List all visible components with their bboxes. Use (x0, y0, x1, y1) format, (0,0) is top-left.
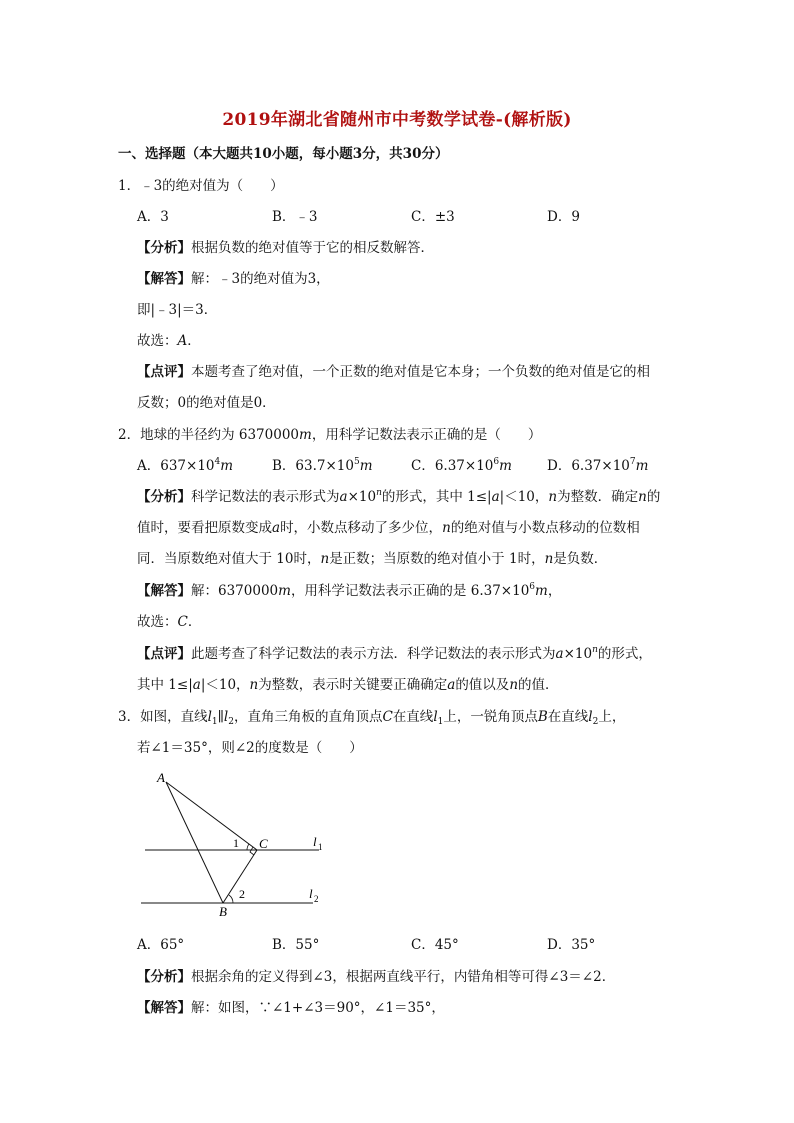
label-l2-sub: 2 (314, 894, 319, 904)
choice-b-exp: 5 (353, 457, 360, 467)
stem-text-end: ，用科学记数法表示正确的是（ ） (311, 427, 542, 443)
label-angle-1: 1 (233, 836, 239, 850)
stem-text: 3．如图，直线 (118, 709, 208, 725)
choice-a: A．65° (137, 937, 185, 953)
geometry-figure (137, 770, 337, 920)
question-2-analysis-line3 (137, 550, 607, 568)
var-n: n (544, 551, 554, 567)
comment-text: |＜10， (200, 677, 250, 693)
choice-a (137, 457, 233, 475)
analysis-text: |＜10， (499, 489, 549, 505)
stem-text: 上， (598, 709, 626, 725)
analysis-text: 为整数．确定 (557, 489, 639, 505)
question-3-stem (118, 708, 625, 726)
analysis-text: 时，小数点移动了多少位， (280, 520, 443, 536)
answer-tag: 【解答】 (137, 271, 191, 287)
question-3-analysis (137, 968, 615, 986)
stem-text: 在直线 (392, 709, 434, 725)
question-3-stem-line2: 若∠1＝35°，则∠2的度数是（ ） (137, 740, 363, 756)
unit-m: m (278, 583, 291, 599)
question-1-comment (137, 363, 650, 381)
question-1-answer-line2: 即|﹣3|＝3． (137, 302, 218, 318)
sub-1: 1 (211, 717, 218, 727)
sub-2: 2 (228, 717, 234, 727)
choice-c-unit: m (499, 458, 512, 474)
analysis-text: 的形式，其中 1≤| (381, 489, 492, 505)
comment-text: 此题考查了科学记数法的表示方法．科学记数法的表示形式为 (191, 646, 556, 662)
sub-1: 1 (437, 717, 444, 727)
choice-c: C．45° (411, 937, 459, 953)
label-angle-2: 2 (239, 887, 245, 901)
question-3-answer (137, 999, 445, 1017)
comment-text: 的形式， (597, 646, 652, 662)
analysis-tag: 【分析】 (137, 969, 191, 985)
choice-c: C．±3 (411, 209, 455, 225)
answer-text: ， (547, 583, 562, 599)
analysis-text: 是负数． (553, 551, 608, 567)
var-a: a (447, 677, 456, 693)
var-n: n (249, 677, 259, 693)
question-2-analysis (137, 488, 660, 506)
segment-ac (166, 782, 257, 850)
question-2-stem (118, 426, 541, 444)
label-l2: l (309, 886, 313, 901)
var-a: a (339, 489, 348, 505)
angle-1-arc (247, 844, 249, 850)
choice-d (547, 457, 648, 475)
select-end: ． (187, 333, 201, 349)
choice-d-exp: 7 (629, 457, 636, 467)
analysis-text: ×10 (347, 489, 377, 505)
select-end: ． (187, 614, 202, 630)
label-l1: l (313, 834, 317, 849)
var-a: a (491, 489, 500, 505)
comment-tag: 【点评】 (137, 646, 191, 662)
var-l: l (588, 709, 593, 725)
stem-text: ，直角三角板的直角顶点 (233, 709, 383, 725)
comment-text: 为整数，表示时关键要正确确定 (258, 677, 448, 693)
comment-text: 本题考查了绝对值，一个正数的绝对值是它本身；一个负数的绝对值是它的相 (191, 364, 650, 380)
choice-b-unit: m (359, 458, 373, 474)
choice-b-text: B．63.7×10 (272, 458, 354, 474)
question-2-answer (137, 582, 561, 600)
analysis-text: 值时，要看把原数变成 (137, 520, 272, 536)
comment-text: 的值以及 (455, 677, 510, 693)
sub-2: 2 (592, 717, 599, 727)
var-l: l (207, 709, 212, 725)
var-n: n (509, 677, 519, 693)
analysis-text: 根据负数的绝对值等于它的相反数解答． (191, 240, 434, 256)
var-b: B (537, 709, 548, 725)
question-2-select (137, 613, 201, 631)
comment-text: 的值． (518, 677, 559, 693)
answer-text: 解：﹣3的绝对值为3， (191, 271, 330, 287)
var-l: l (223, 709, 229, 725)
var-a: a (192, 677, 201, 693)
var-l: l (433, 709, 438, 725)
choice-a-exp: 4 (214, 457, 221, 467)
stem-text: 上，一锐角顶点 (443, 709, 538, 725)
answer-tag: 【解答】 (137, 1000, 191, 1016)
angle-2-arc (229, 895, 233, 903)
question-1-answer (137, 270, 330, 288)
label-l1-sub: 1 (318, 842, 323, 852)
analysis-text: 的绝对值与小数点移动的位数相 (450, 520, 640, 536)
var-n: n (442, 520, 451, 536)
answer-exp: 6 (529, 582, 536, 592)
analysis-text: 科学记数法的表示形式为 (191, 489, 340, 505)
page-title: 2019年湖北省随州市中考数学试卷-(解析版) (222, 110, 572, 130)
label-a: A (157, 770, 165, 785)
answer-text: 解：6370000 (191, 583, 279, 599)
var-n: n (320, 551, 330, 567)
question-1-comment-line2: 反数；0的绝对值是0． (137, 395, 276, 411)
label-b: B (219, 904, 227, 919)
comment-text: 其中 1≤| (137, 677, 193, 693)
var-n: n (548, 489, 558, 505)
answer-text: 解：如图，∵∠1+∠3＝90°，∠1＝35°， (191, 1000, 445, 1016)
var-n: n (592, 645, 598, 655)
select-label: 故选： (137, 333, 178, 349)
comment-tag: 【点评】 (137, 364, 191, 380)
question-1-stem: 1．﹣3的绝对值为（ ） (118, 178, 284, 194)
question-2-analysis-line2 (137, 519, 640, 537)
answer-text: ，用科学记数法表示正确的是 6.37×10 (290, 583, 530, 599)
choice-a: A．3 (137, 209, 169, 225)
choice-b: B．55° (272, 937, 320, 953)
question-2-comment-line2 (137, 676, 559, 694)
stem-text: 2．地球的半径约为 6370000 (118, 427, 300, 443)
analysis-tag: 【分析】 (137, 489, 191, 505)
right-angle-mark (250, 847, 254, 855)
choice-d-text: D．6.37×10 (547, 458, 630, 474)
select-letter: A (177, 333, 188, 349)
comment-text: ×10 (563, 646, 593, 662)
select-letter: C (177, 614, 188, 630)
var-n: n (376, 488, 382, 498)
label-c: C (259, 836, 268, 851)
stem-text: 在直线 (547, 709, 589, 725)
var-n: n (638, 489, 647, 505)
select-label: 故选： (137, 614, 178, 630)
analysis-text: 根据余角的定义得到∠3，根据两直线平行，内错角相等可得∠3＝∠2． (191, 969, 616, 985)
parallel-symbol: ∥ (217, 709, 224, 725)
question-1-analysis (137, 239, 434, 257)
choice-d: D．35° (547, 937, 596, 953)
question-2-comment (137, 645, 652, 663)
analysis-tag: 【分析】 (137, 240, 191, 256)
choice-d: D．9 (547, 209, 580, 225)
analysis-text: 是正数；当原数的绝对值小于 1时， (329, 551, 545, 567)
section-heading: 一、选择题（本大题共10小题，每小题3分，共30分） (118, 146, 449, 162)
choice-c (411, 457, 512, 475)
analysis-text: 的 (646, 489, 661, 505)
choice-a-unit: m (220, 458, 234, 474)
choice-c-text: C．6.37×10 (411, 458, 494, 474)
var-a: a (272, 520, 281, 536)
unit-m: m (535, 583, 548, 599)
var-a: a (555, 646, 564, 662)
choice-b: B．﹣3 (272, 209, 318, 225)
choice-b (272, 457, 373, 475)
answer-tag: 【解答】 (137, 583, 191, 599)
unit-m: m (299, 427, 312, 443)
question-1-select (137, 332, 201, 350)
choice-a-text: A．637×10 (137, 458, 215, 474)
segment-ab (166, 782, 223, 903)
choice-c-exp: 6 (493, 457, 500, 467)
analysis-text: 同．当原数绝对值大于 10时， (137, 551, 321, 567)
var-c: C (382, 709, 393, 725)
choice-d-unit: m (635, 458, 649, 474)
